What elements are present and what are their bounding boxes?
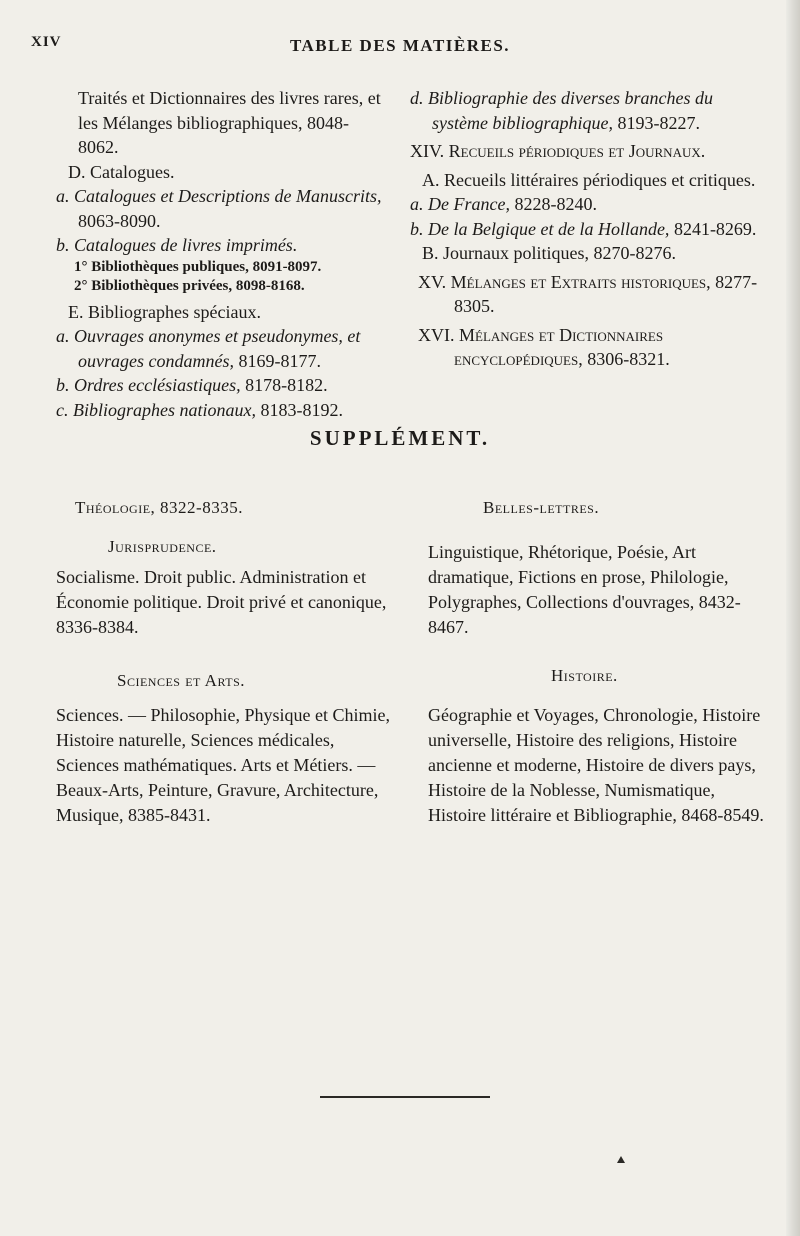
- histoire-text: Géographie et Voyages, Chronologie, Histoire universelle, Histoire des religions, Histoire ancienne et moderne, Histoire de divers pays, Histoire de la Noblesse, Numismatique, Histoire littéraire et Bibliographie, 8468-8549.: [428, 705, 764, 825]
- entry-title: Bibliographes nationaux,: [73, 399, 256, 420]
- entry-title: De France,: [428, 194, 510, 214]
- entry-range: 8169-8177.: [238, 350, 321, 371]
- entry-label: a.: [56, 186, 70, 206]
- page-number: XIV: [31, 34, 62, 50]
- entry-ouvrages-anonymes: [56, 324, 389, 373]
- entry-range: 8228-8240.: [514, 194, 597, 214]
- entry-bibliographie-branches: [410, 86, 770, 135]
- entry-label: b.: [410, 218, 424, 239]
- entry-label: a.: [56, 326, 70, 346]
- section-xv-melanges: XV. Mélanges et Extraits historiques, 8277-8305.: [418, 271, 758, 316]
- entry-ordres-ecclesiastiques: [56, 373, 389, 398]
- heading-histoire: Histoire.: [551, 666, 618, 685]
- page-edge: [786, 0, 800, 1236]
- entry-title: Catalogues de livres imprimés.: [74, 235, 298, 255]
- entry-livres-imprimes: [56, 233, 389, 258]
- entry-bibliotheques-publiques: 1° Bibliothèques publiques, 8091-8097.: [74, 258, 322, 275]
- right-column: [410, 86, 770, 372]
- running-title: TABLE DES MATIÈRES.: [289, 36, 511, 55]
- section-xiv-recueils: XIV. Recueils périodiques et Journaux.: [410, 141, 706, 161]
- heading-sciences-arts: Sciences et Arts.: [117, 671, 245, 690]
- entry-catalogues-manuscrits: [56, 184, 389, 233]
- entry-title: Bibliographie des diverses branches du système bibliographique,: [428, 88, 713, 133]
- entry-range: 8063-8090.: [78, 210, 161, 231]
- entry-de-france: [410, 192, 770, 217]
- supplement-title: SUPPLÉMENT.: [309, 426, 491, 450]
- section-b-journaux: B. Journaux politiques, 8270-8276.: [422, 243, 676, 263]
- section-a-recueils-litteraires: A. Recueils littéraires périodiques et critiques.: [422, 169, 756, 190]
- entry-label: a.: [410, 194, 424, 214]
- left-column: [56, 86, 389, 422]
- entry-title: Catalogues et Descriptions de Manuscrits,: [74, 186, 382, 206]
- entry-bibliotheques-privees: 2° Bibliothèques privées, 8098-8168.: [74, 277, 305, 294]
- printer-mark: [617, 1156, 625, 1163]
- entry-range: 8178-8182.: [245, 375, 328, 395]
- entry-label: b.: [56, 235, 70, 255]
- heading-belles-lettres: Belles-lettres.: [483, 498, 600, 517]
- jurisprudence-text: Socialisme. Droit public. Administration et Économie politique. Droit privé et canonique, 8336-8384.: [56, 567, 387, 637]
- belles-lettres-text: Linguistique, Rhétorique, Poésie, Art dramatique, Fictions en prose, Philologie, Polygraphes, Collections d'ouvrages, 8432-8467.: [428, 542, 741, 637]
- entry-range: 8193-8227.: [617, 112, 700, 133]
- heading-theologie: Théologie, 8322-8335.: [75, 498, 243, 517]
- entry-title: Ouvrages anonymes et pseudonymes, et ouvrages condamnés,: [74, 326, 361, 371]
- section-xvi-dictionnaires: XVI. Mélanges et Dictionnaires encyclopédiques, 8306-8321.: [418, 324, 670, 369]
- section-d-catalogues: D. Catalogues.: [68, 161, 175, 182]
- entry-traites: Traités et Dictionnaires des livres rares, et les Mélanges bibliographiques, 8048-8062.: [78, 88, 381, 157]
- entry-belgique-hollande: [410, 217, 770, 242]
- closing-rule: [320, 1096, 490, 1098]
- section-e-bibliographes: E. Bibliographes spéciaux.: [68, 301, 261, 322]
- sciences-arts-text: Sciences. — Philosophie, Physique et Chimie, Histoire naturelle, Sciences médicales, Sciences mathématiques. Arts et Métiers. — Beaux-Arts, Peinture, Gravure, Architecture, Musique, 8385-8431.: [56, 705, 390, 825]
- entry-bibliographes-nationaux: [56, 398, 389, 423]
- entry-range: 8241-8269.: [673, 218, 757, 239]
- entry-label: b.: [56, 375, 70, 395]
- entry-label: d.: [410, 88, 424, 108]
- entry-range: 8183-8192.: [260, 399, 343, 420]
- entry-title: Ordres ecclésiastiques,: [74, 375, 241, 395]
- entry-label: c.: [56, 399, 69, 420]
- heading-jurisprudence: Jurisprudence.: [108, 537, 217, 556]
- entry-title: De la Belgique et de la Hollande,: [428, 218, 670, 239]
